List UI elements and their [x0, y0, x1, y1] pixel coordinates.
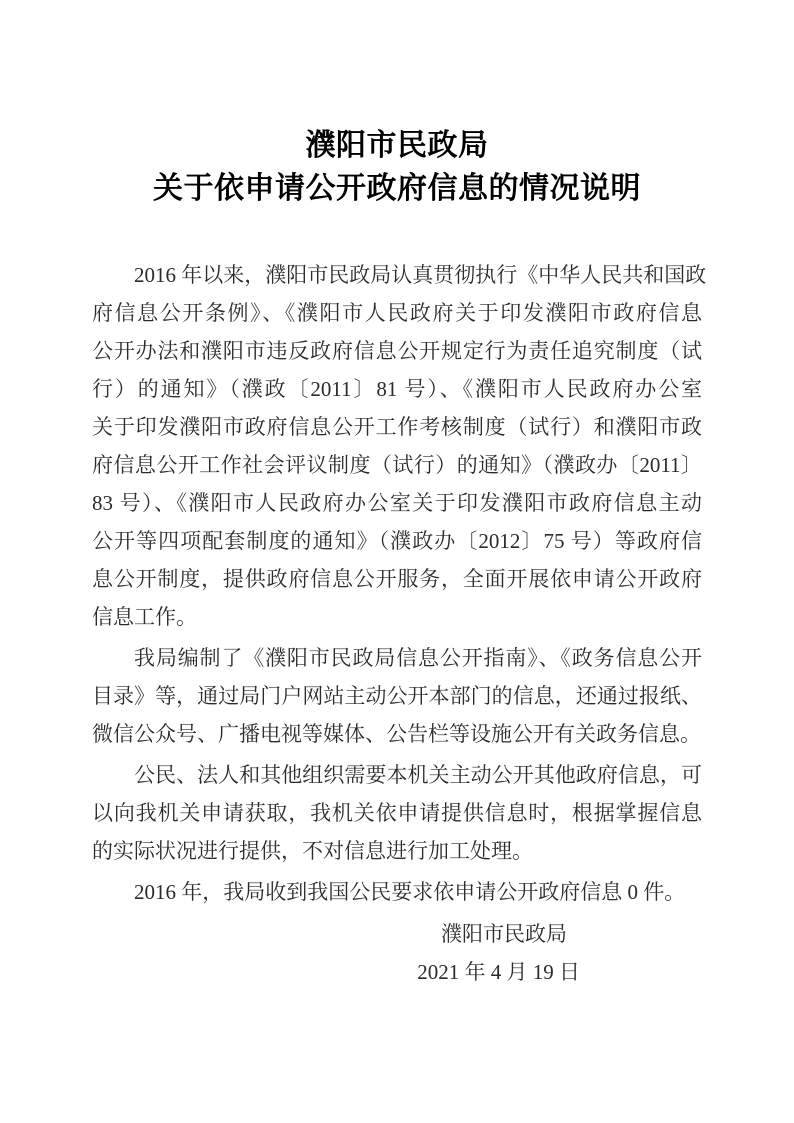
- paragraph-line: 微信公众号、广播电视等媒体、公告栏等设施公开有关政务信息。: [92, 722, 701, 746]
- document-body: [92, 256, 707, 991]
- signature-block: [92, 915, 702, 991]
- paragraph-line: 行）的通知》（濮政〔2011〕81 号）、《濮阳市人民政府办公室: [92, 377, 702, 401]
- paragraph-line: 83 号）、《濮阳市人民政府办公室关于印发濮阳市政府信息主动: [92, 491, 702, 515]
- paragraph-line: 公开等四项配套制度的通知》（濮政办〔2012〕75 号）等政府信: [92, 529, 702, 553]
- signature-date: 2021 年 4 月 19 日: [417, 960, 580, 984]
- paragraph-line: 以向我机关申请获取，我机关依申请提供信息时，根据掌握信息: [92, 801, 702, 825]
- paragraph-line: 2016 年，我局收到我国公民要求依申请公开政府信息 0 件。: [134, 880, 686, 904]
- paragraph-line: 府信息公开工作社会评议制度（试行）的通知》（濮政办〔2011〕: [92, 453, 702, 477]
- document-title-line-2: 关于依申请公开政府信息的情况说明: [153, 172, 641, 205]
- document-title-line-1: 濮阳市民政局: [305, 129, 489, 162]
- paragraph-line: 息公开制度，提供政府信息公开服务，全面开展依申请公开政府: [92, 567, 702, 591]
- document-title: [92, 124, 702, 210]
- paragraph-4: [92, 873, 702, 911]
- paragraph-line: 的实际状况进行提供，不对信息进行加工处理。: [92, 839, 533, 863]
- paragraph-1: [92, 256, 707, 636]
- paragraph-line: 2016 年以来，濮阳市民政局认真贯彻执行《中华人民共和国政: [134, 263, 707, 287]
- document-content: [92, 0, 707, 991]
- paragraph-line: 我局编制了《濮阳市民政局信息公开指南》、《政务信息公开: [134, 646, 702, 670]
- paragraph-2: [92, 639, 702, 753]
- paragraph-3: [92, 756, 702, 870]
- signature-org: 濮阳市民政局: [441, 922, 567, 946]
- paragraph-line: 府信息公开条例》、《濮阳市人民政府关于印发濮阳市政府信息: [92, 301, 702, 325]
- paragraph-line: 目录》等，通过局门户网站主动公开本部门的信息，还通过报纸、: [92, 684, 702, 708]
- paragraph-line: 关于印发濮阳市政府信息公开工作考核制度（试行）和濮阳市政: [92, 415, 702, 439]
- paragraph-line: 公开办法和濮阳市违反政府信息公开规定行为责任追究制度（试: [92, 339, 702, 363]
- paragraph-line: 公民、法人和其他组织需要本机关主动公开其他政府信息，可: [134, 763, 702, 787]
- paragraph-line: 信息工作。: [92, 605, 197, 629]
